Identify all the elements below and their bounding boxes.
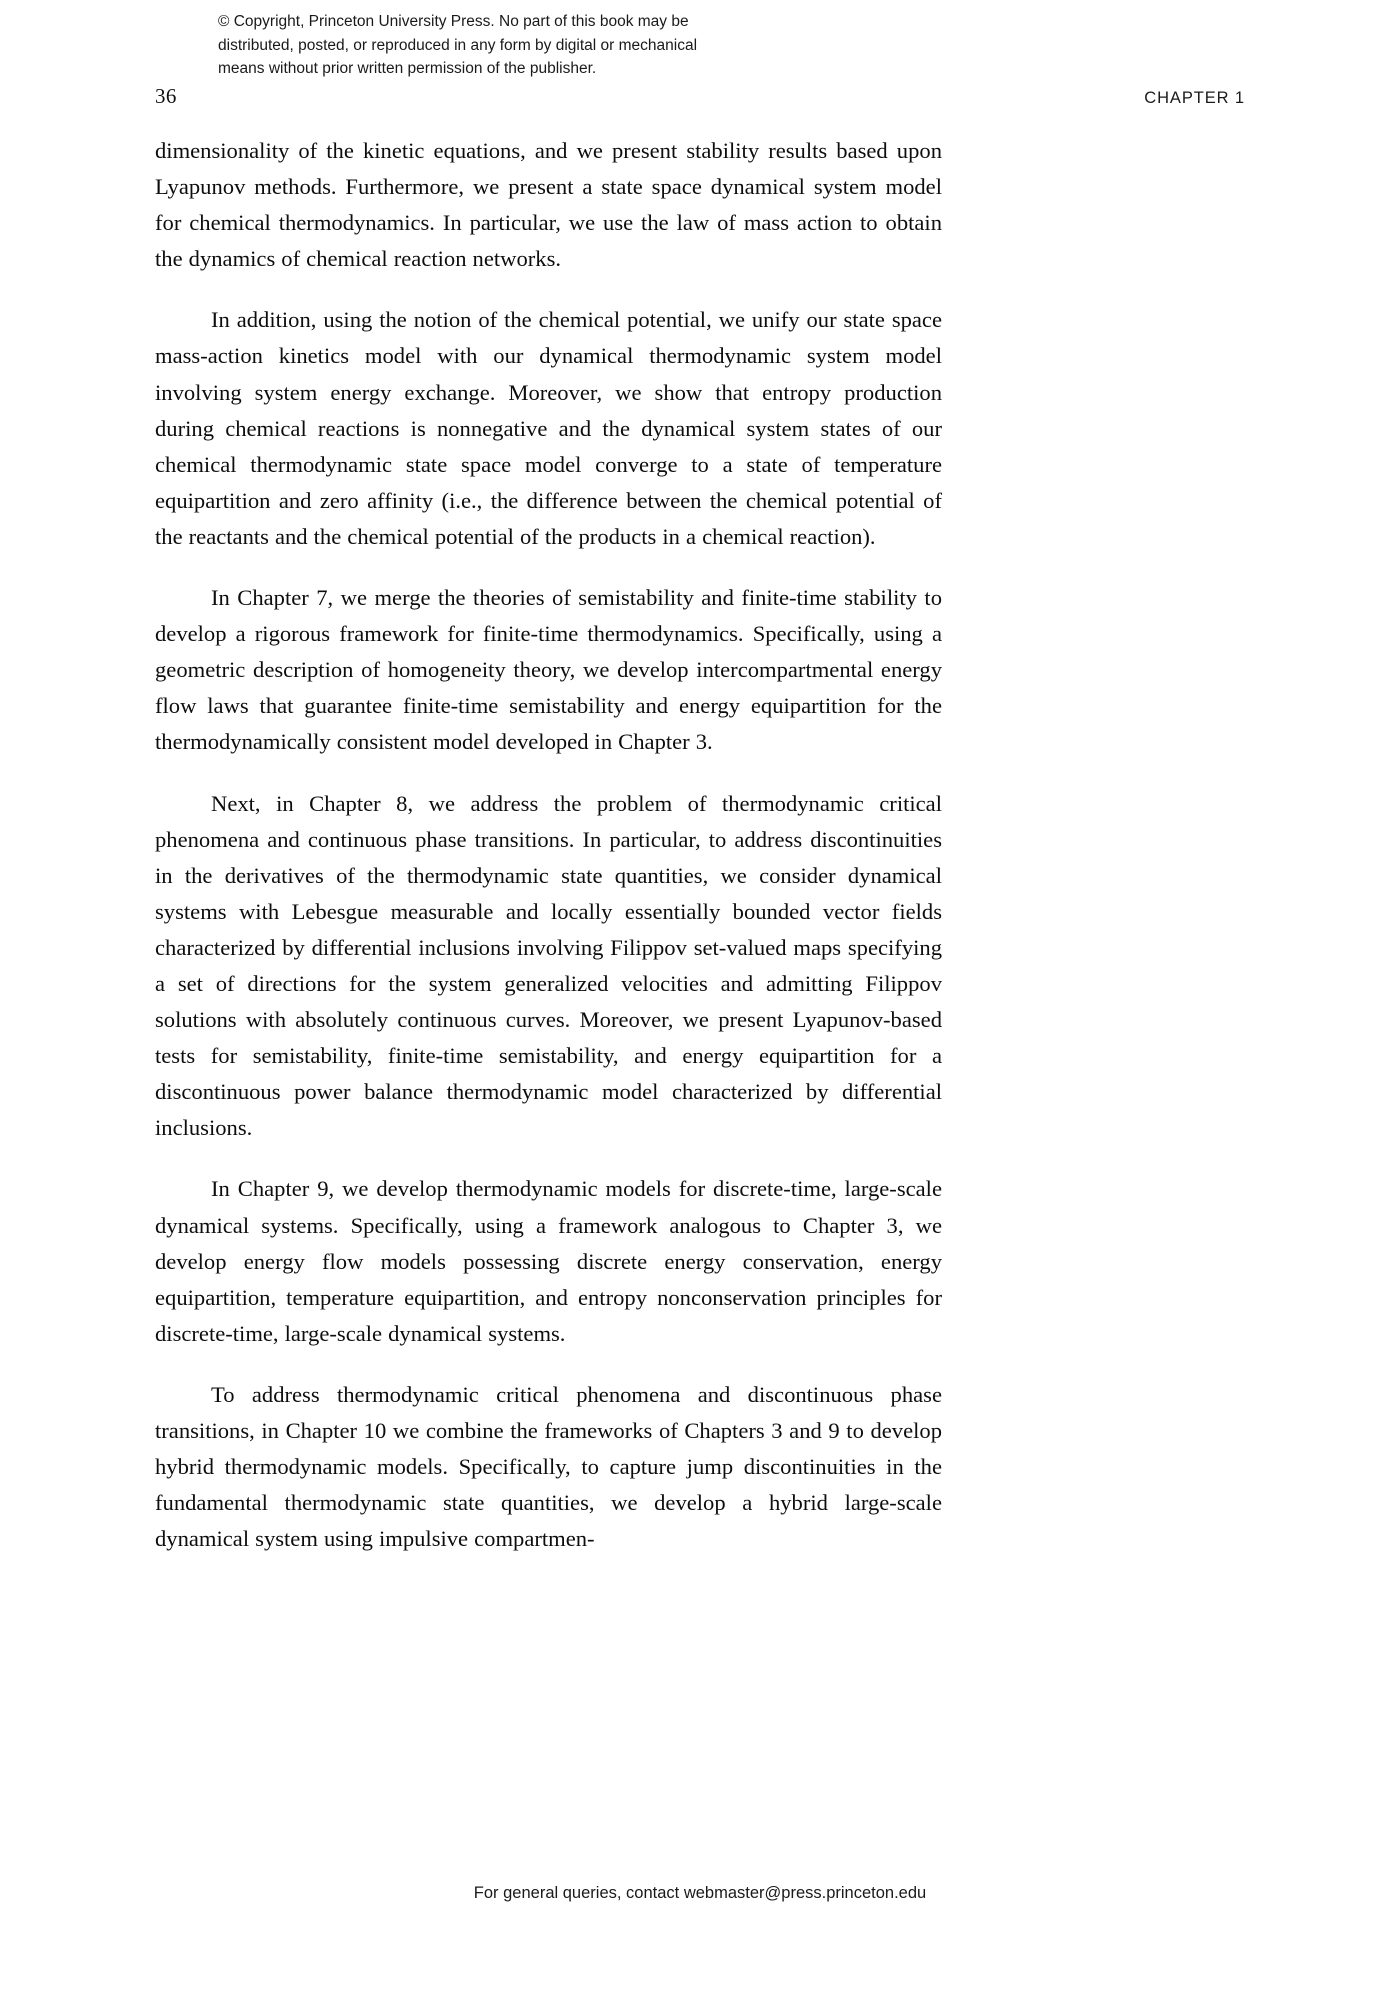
copyright-line-3: means without prior written permission of the publisher. — [218, 60, 597, 77]
paragraph: In Chapter 9, we develop thermodynamic models for discrete-time, large-scale dynamical systems. Specifically, using a framework analogous to Chapter 3, we develop energy flow models possessing discrete energy conservation, energy equipartition, temperature equipartition, and entropy nonconservation principles for discrete-time, large-scale dynamical systems. — [155, 1176, 942, 1346]
running-head — [155, 84, 1245, 109]
chapter-mark: CHAPTER 1 — [1144, 89, 1245, 107]
footer-contact-text: For general queries, contact webmaster@press.princeton.edu — [473, 1884, 927, 1902]
paragraph: Next, in Chapter 8, we address the problem of thermodynamic critical phenomena and continuous phase transitions. In particular, to address discontinuities in the derivatives of the thermodynamic state quantities, we consider dynamical systems with Lebesgue measurable and locally essentially bounded vector fields characterized by differential inclusions involving Filippov set-valued maps specifying a set of directions for the system generalized velocities and admitting Filippov solutions with absolutely continuous curves. Moreover, we present Lyapunov-based tests for semistability, finite-time semistability, and energy equipartition for a discontinuous power balance thermodynamic model characterized by differential inclusions. — [155, 790, 942, 1141]
paragraph: In Chapter 7, we merge the theories of semistability and finite-time stability to develop a rigorous framework for finite-time thermodynamics. Specifically, using a geometric description of homogeneity theory, we develop intercompartmental energy flow laws that guarantee finite-time semistability and energy equipartition for the thermodynamically consistent model developed in Chapter 3. — [155, 585, 942, 755]
page-number: 36 — [155, 84, 177, 108]
copyright-line-1: © Copyright, Princeton University Press. No part of this book may be — [218, 13, 689, 30]
copyright-line-2: distributed, posted, or reproduced in any form by digital or mechanical — [218, 36, 698, 54]
body-text-block — [155, 133, 942, 1557]
copyright-notice — [218, 10, 778, 81]
paragraph: In addition, using the notion of the chemical potential, we unify our state space mass-action kinetics model with our dynamical thermodynamic system model involving system energy exchange. Moreover, we show that entropy production during chemical reactions is nonnegative and the dynamical system states of our chemical thermodynamic state space model converge to a state of temperature equipartition and zero affinity (i.e., the difference between the chemical potential of the reactants and the chemical potential of the products in a chemical reaction). — [155, 307, 942, 549]
paragraph: To address thermodynamic critical phenomena and discontinuous phase transitions, in Chapter 10 we combine the frameworks of Chapters 3 and 9 to develop hybrid thermodynamic models. Specifically, to capture jump discontinuities in the fundamental thermodynamic state quantities, we develop a hybrid large-scale dynamical system using impulsive compartmen- — [155, 1381, 942, 1552]
paragraph: dimensionality of the kinetic equations, and we present stability results based upon Lyapunov methods. Furthermore, we present a state space dynamical system model for chemical thermodynamics. In particular, we use the law of mass action to obtain the dynamics of chemical reaction networks. — [155, 138, 942, 272]
page-footer — [0, 1884, 1400, 1903]
